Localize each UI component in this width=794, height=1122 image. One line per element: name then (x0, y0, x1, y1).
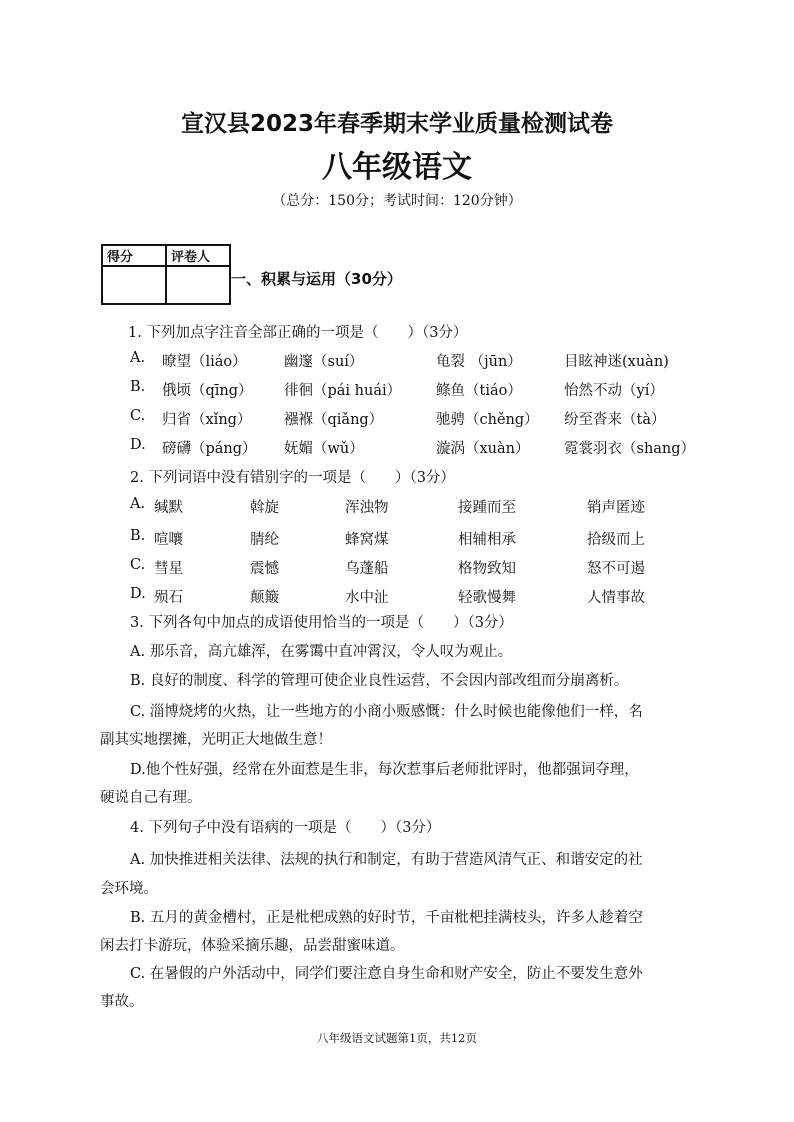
q2-option-a-item: 浑浊物 (345, 500, 389, 516)
q1-option-b-label: B. (130, 379, 146, 395)
q2-option-c-item: 怒不可遏 (587, 561, 645, 577)
page-footer: 八年级语文试题第1页，共12页 (317, 1031, 477, 1045)
q1-option-d-label: D. (130, 437, 146, 453)
q4-stem: 4. 下列句子中没有语病的一项是（ ）（3分） (130, 820, 441, 836)
q3-option-c-line2: 副其实地摆摊，光明正大地做生意！ (100, 732, 332, 748)
section-title: 一、积累与运用（30分） (231, 270, 402, 288)
q3-option-d-line1: D.他个性好强，经常在外面惹是生非，每次惹事后老师批评时，他都强词夺理， (130, 762, 639, 778)
q4-option-a-line2: 会环境。 (100, 881, 158, 897)
q4-option-a-line1: A. 加快推进相关法律、法规的执行和制定，有助于营造风清气正、和谐安定的社 (130, 852, 643, 868)
q4-option-b-line2: 闲去打卡游玩，体验采摘乐趣，品尝甜蜜味道。 (100, 938, 405, 954)
q2-option-d-item: 殒石 (154, 590, 183, 606)
q3-option-d-line2: 硬说自己有理。 (100, 790, 202, 806)
q4-option-b-line1: B. 五月的黄金槽村，正是枇杷成熟的好时节，千亩枇杷挂满枝头，许多人趁着空 (130, 910, 643, 926)
q2-option-c-label: C. (130, 557, 146, 573)
q3-option-c-line1: C. 淄博烧烤的火热，让一些地方的小商小贩感慨：什么时候也能像他们一样，名 (130, 704, 643, 720)
exam-title: 宣汉县2023年春季期末学业质量检测试卷 (180, 111, 613, 137)
q3-stem: 3. 下列各句中加点的成语使用恰当的一项是（ ）（3分） (130, 615, 513, 631)
q2-option-b-item: 相辅相承 (458, 532, 516, 548)
q1-option-d-item: 妩媚（wǔ） (284, 441, 364, 457)
q2-option-d-item: 轻歌慢舞 (458, 590, 516, 606)
q1-option-c-item: 纷至沓来（tà） (564, 412, 666, 428)
q2-option-d-item: 水中沚 (345, 590, 389, 606)
score-table (101, 244, 231, 305)
q2-option-a-item: 接踵而至 (458, 500, 516, 516)
score-cell (102, 266, 166, 304)
q1-option-d-item: 霓裳羽衣（shang） (564, 441, 696, 457)
q2-option-a-label: A. (130, 496, 146, 512)
q4-option-c-line2: 事故。 (100, 994, 144, 1010)
q2-option-c-item: 震憾 (250, 561, 279, 577)
q1-option-a-item: 龟裂 （jūn） (436, 354, 522, 370)
q2-option-b-item: 蜂窝煤 (345, 532, 389, 548)
q1-option-d-item: 漩涡（xuàn） (436, 441, 530, 457)
q2-option-a-item: 斡旋 (250, 500, 279, 516)
q1-option-a-item: 暸望（liáo） (162, 354, 247, 370)
grader-cell (166, 266, 230, 304)
q2-option-c-item: 乌蓬船 (345, 561, 389, 577)
q1-option-d-item: 磅礴（páng） (162, 441, 257, 457)
score-header: 得分 (102, 245, 166, 266)
q3-option-a: A. 那乐音，高亢雄浑，在雾霭中直冲霄汉，令人叹为观止。 (130, 644, 513, 660)
q2-option-b-label: B. (130, 528, 146, 544)
q1-option-b-item: 徘徊（pái huái） (284, 383, 402, 399)
q4-option-c-line1: C. 在暑假的户外活动中，同学们要注意自身生命和财产安全，防止不要发生意外 (130, 966, 643, 982)
q1-option-b-item: 怡然不动（yí） (564, 383, 664, 399)
q2-option-d-item: 人情事故 (587, 590, 645, 606)
q2-option-b-item: 喧嚷 (154, 532, 183, 548)
q2-option-a-item: 缄默 (154, 500, 183, 516)
q1-stem: 1. 下列加点字注音全部正确的一项是（ ）（3分） (128, 325, 468, 341)
q2-option-a-item: 销声匿迹 (587, 500, 645, 516)
q2-option-b-item: 拾级而上 (587, 532, 645, 548)
q1-option-a-item: 目眩神迷(xuàn) (564, 354, 669, 370)
q1-option-c-label: C. (130, 408, 146, 424)
q2-option-d-item: 颠簸 (250, 590, 279, 606)
q2-option-c-item: 格物致知 (458, 561, 516, 577)
q1-option-b-item: 鲦鱼（tiáo） (436, 383, 522, 399)
q2-option-c-item: 彗星 (154, 561, 183, 577)
q1-option-c-item: 归省（xǐng） (162, 412, 252, 428)
q2-option-b-item: 腈纶 (250, 532, 279, 548)
q1-option-a-item: 幽邃（suí） (284, 354, 364, 370)
q3-option-b: B. 良好的制度、科学的管理可使企业良性运营，不会因内部改组而分崩离析。 (130, 673, 629, 689)
q1-option-c-item: 驰骋（chěng） (436, 412, 539, 428)
q1-option-b-item: 俄顷（qīng） (162, 383, 253, 399)
q1-option-c-item: 襁褓（qiǎng） (284, 412, 384, 428)
q2-option-d-label: D. (130, 586, 146, 602)
grader-header: 评卷人 (166, 245, 230, 266)
exam-meta: （总分：150分；考试时间：120分钟） (272, 193, 522, 209)
q2-stem: 2. 下列词语中没有错别字的一项是（ ）（3分） (130, 470, 455, 486)
q1-option-a-label: A. (130, 350, 146, 366)
exam-subject: 八年级语文 (322, 150, 472, 185)
